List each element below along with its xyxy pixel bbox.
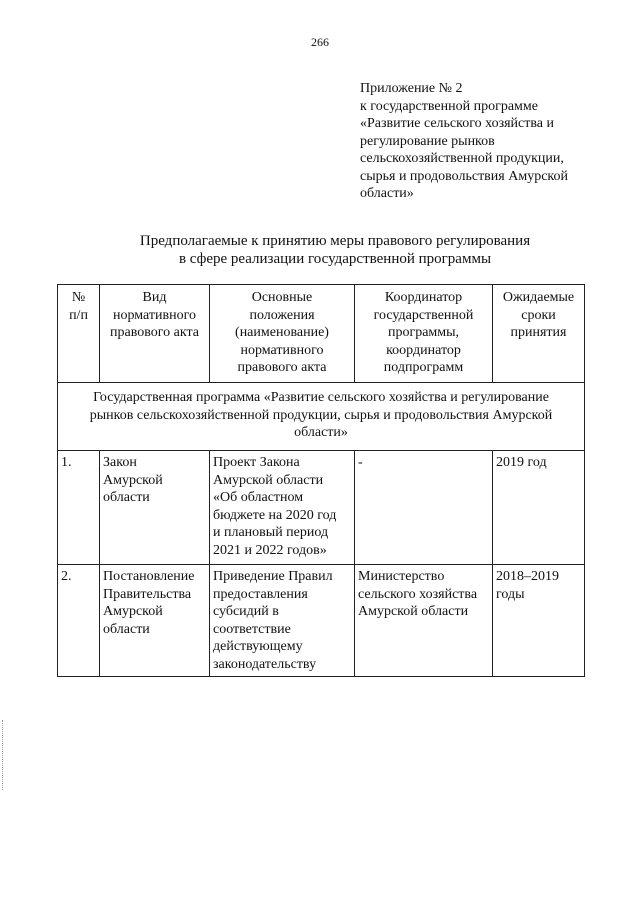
- header-line: правового акта: [237, 360, 327, 375]
- row-number: 2.: [61, 569, 72, 584]
- cell-line: области: [103, 490, 150, 505]
- program-line: области»: [294, 425, 348, 440]
- measures-table: [57, 284, 585, 677]
- appendix-line: Приложение № 2: [360, 81, 463, 96]
- header-line: подпрограмм: [383, 360, 464, 375]
- row-number-cell: [58, 451, 100, 565]
- header-line: нормативного: [112, 307, 196, 323]
- appendix-line: к государственной программе: [360, 98, 538, 114]
- appendix-line: сельскохозяйственной продукции,: [360, 151, 564, 166]
- cell-line: 2018–2019: [496, 569, 559, 584]
- title-line: Предполагаемые к принятию меры правового регулирования: [139, 233, 531, 249]
- cell-line: сельского хозяйства: [358, 586, 478, 602]
- header-line: п/п: [69, 307, 88, 323]
- cell-line: Министерство: [358, 569, 445, 584]
- cell-line: Амурской: [103, 604, 163, 619]
- coordinator-cell: [355, 451, 493, 565]
- document-title: [0, 232, 640, 268]
- appendix-line: «Развитие сельского хозяйства и: [360, 116, 555, 131]
- appendix-line: регулирование рынков: [360, 133, 495, 149]
- header-line: правового акта: [110, 325, 199, 340]
- provisions-cell: [210, 451, 355, 565]
- cell-line: Проект Закона: [213, 455, 300, 470]
- cell-line: Постановление: [103, 569, 195, 584]
- term-cell: [493, 565, 585, 677]
- provisions-cell: [210, 565, 355, 677]
- header-line: (наименование): [235, 325, 329, 340]
- header-line: принятия: [510, 325, 567, 340]
- header-line: сроки: [521, 307, 556, 323]
- header-line: Ожидаемые: [502, 290, 575, 305]
- table-header-row: [58, 285, 585, 383]
- appendix-line: области»: [360, 186, 414, 201]
- program-line: Государственная программа «Развитие сельского хозяйства и регулирование: [93, 390, 549, 405]
- header-line: программы,: [387, 325, 460, 340]
- header-line: положения: [249, 307, 315, 323]
- header-number: [58, 285, 100, 383]
- cell-line: законодательству: [213, 656, 317, 672]
- cell-line: «Об областном: [213, 490, 304, 505]
- cell-line: Приведение Правил: [213, 569, 333, 584]
- cell-line: области: [103, 621, 150, 637]
- title-line: в сфере реализации государственной программы: [178, 251, 492, 267]
- row-number-cell: [58, 565, 100, 677]
- coordinator-cell: [355, 565, 493, 677]
- act-type-cell: [100, 565, 210, 677]
- cell-line: предоставления: [213, 586, 308, 602]
- header-line: Вид: [142, 290, 167, 305]
- cell-line: субсидий в: [213, 604, 279, 619]
- header-line: Основные: [251, 290, 313, 305]
- appendix-line: сырья и продовольствия Амурской: [360, 168, 568, 184]
- header-line: Координатор: [384, 290, 463, 305]
- cell-line: действующему: [213, 639, 303, 654]
- header-line: №: [71, 290, 86, 305]
- cell-line: бюджете на 2020 год: [213, 507, 337, 523]
- program-title-row: [58, 383, 585, 451]
- term-cell: [493, 451, 585, 565]
- cell-line: годы: [496, 586, 525, 602]
- header-line: нормативного: [240, 342, 324, 358]
- header-line: координатор: [386, 342, 461, 358]
- table-row: [58, 565, 585, 677]
- appendix-note: [360, 80, 610, 203]
- header-line: государственной: [373, 307, 474, 323]
- cell-line: Амурской области: [213, 472, 324, 488]
- cell-line: 2021 и 2022 годов»: [213, 542, 327, 558]
- act-type-cell: [100, 451, 210, 565]
- cell-line: и плановый период: [213, 525, 329, 540]
- header-coordinator: [355, 285, 493, 383]
- cell-line: 2019 год: [496, 455, 547, 470]
- table-row: [58, 451, 585, 565]
- program-line: рынков сельскохозяйственной продукции, сырья и продовольствия Амурской: [89, 407, 553, 423]
- cell-line: Закон: [103, 455, 137, 470]
- cell-line: соответствие: [213, 621, 291, 637]
- cell-line: -: [358, 455, 363, 470]
- page-number: 266: [311, 35, 329, 49]
- cell-line: Амурской: [103, 472, 163, 488]
- program-title-cell: [58, 383, 585, 451]
- header-act-type: [100, 285, 210, 383]
- cell-line: Правительства: [103, 586, 192, 602]
- scan-margin-mark: [2, 720, 4, 790]
- row-number: 1.: [61, 455, 72, 470]
- header-expected-term: [493, 285, 585, 383]
- cell-line: Амурской области: [358, 604, 469, 619]
- header-provisions: [210, 285, 355, 383]
